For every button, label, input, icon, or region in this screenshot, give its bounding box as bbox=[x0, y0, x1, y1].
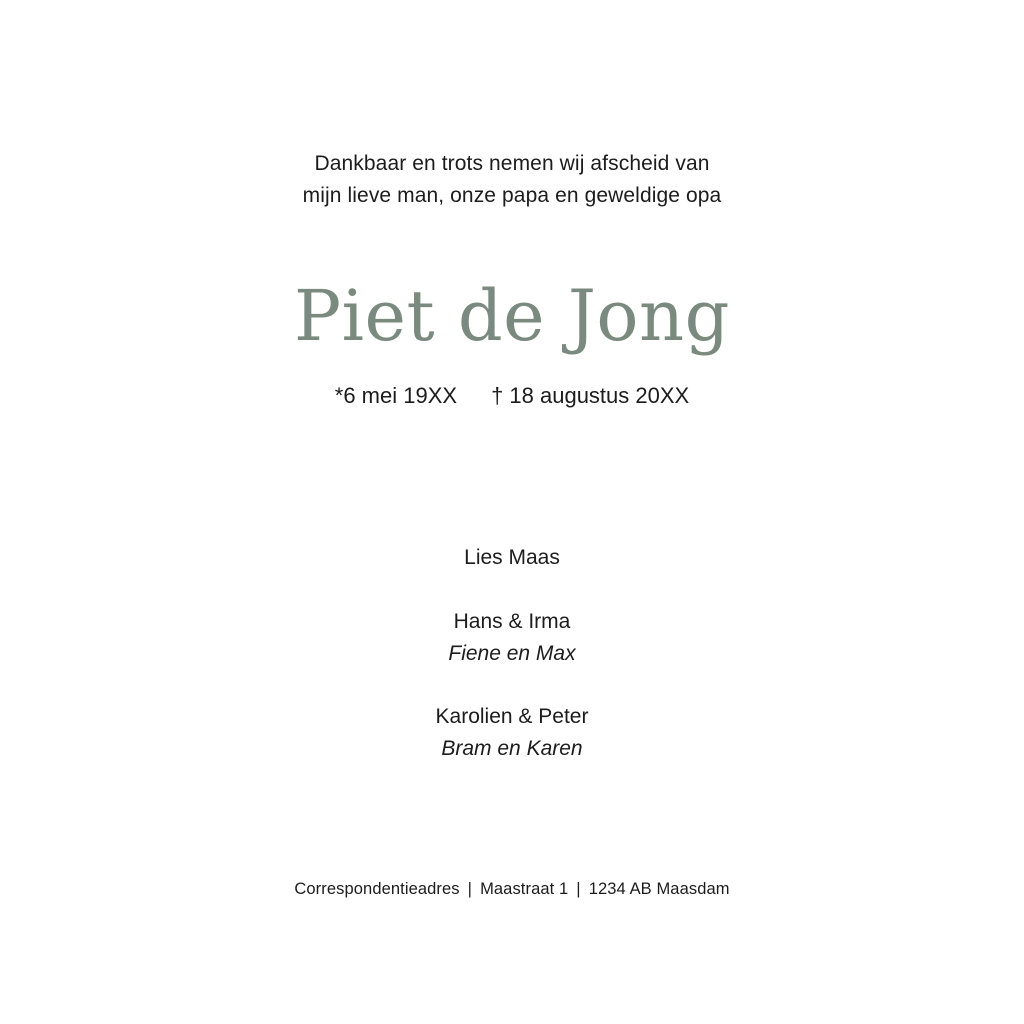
family-parents-2: Karolien & Peter bbox=[435, 705, 589, 728]
family-parents-1: Hans & Irma bbox=[453, 610, 571, 633]
address-separator-2: | bbox=[576, 880, 581, 898]
death-date: † 18 augustus 20XX bbox=[491, 383, 690, 408]
deceased-name: Piet de Jong bbox=[294, 275, 730, 357]
address-label: Correspondentieadres bbox=[294, 880, 460, 898]
address-city: 1234 AB Maasdam bbox=[588, 880, 730, 898]
address-street: Maastraat 1 bbox=[480, 880, 569, 898]
life-dates bbox=[0, 381, 1024, 411]
family-children-1: Fiene en Max bbox=[448, 642, 576, 665]
spouse-name: Lies Maas bbox=[464, 546, 560, 569]
intro-line-1: Dankbaar en trots nemen wij afscheid van bbox=[314, 152, 710, 175]
address-separator-1: | bbox=[467, 880, 473, 898]
family-children-2: Bram en Karen bbox=[441, 737, 583, 760]
intro-line-2: mijn lieve man, onze papa en geweldige opa bbox=[302, 184, 722, 207]
birth-date: *6 mei 19XX bbox=[334, 383, 458, 408]
correspondence-address bbox=[0, 877, 1024, 901]
